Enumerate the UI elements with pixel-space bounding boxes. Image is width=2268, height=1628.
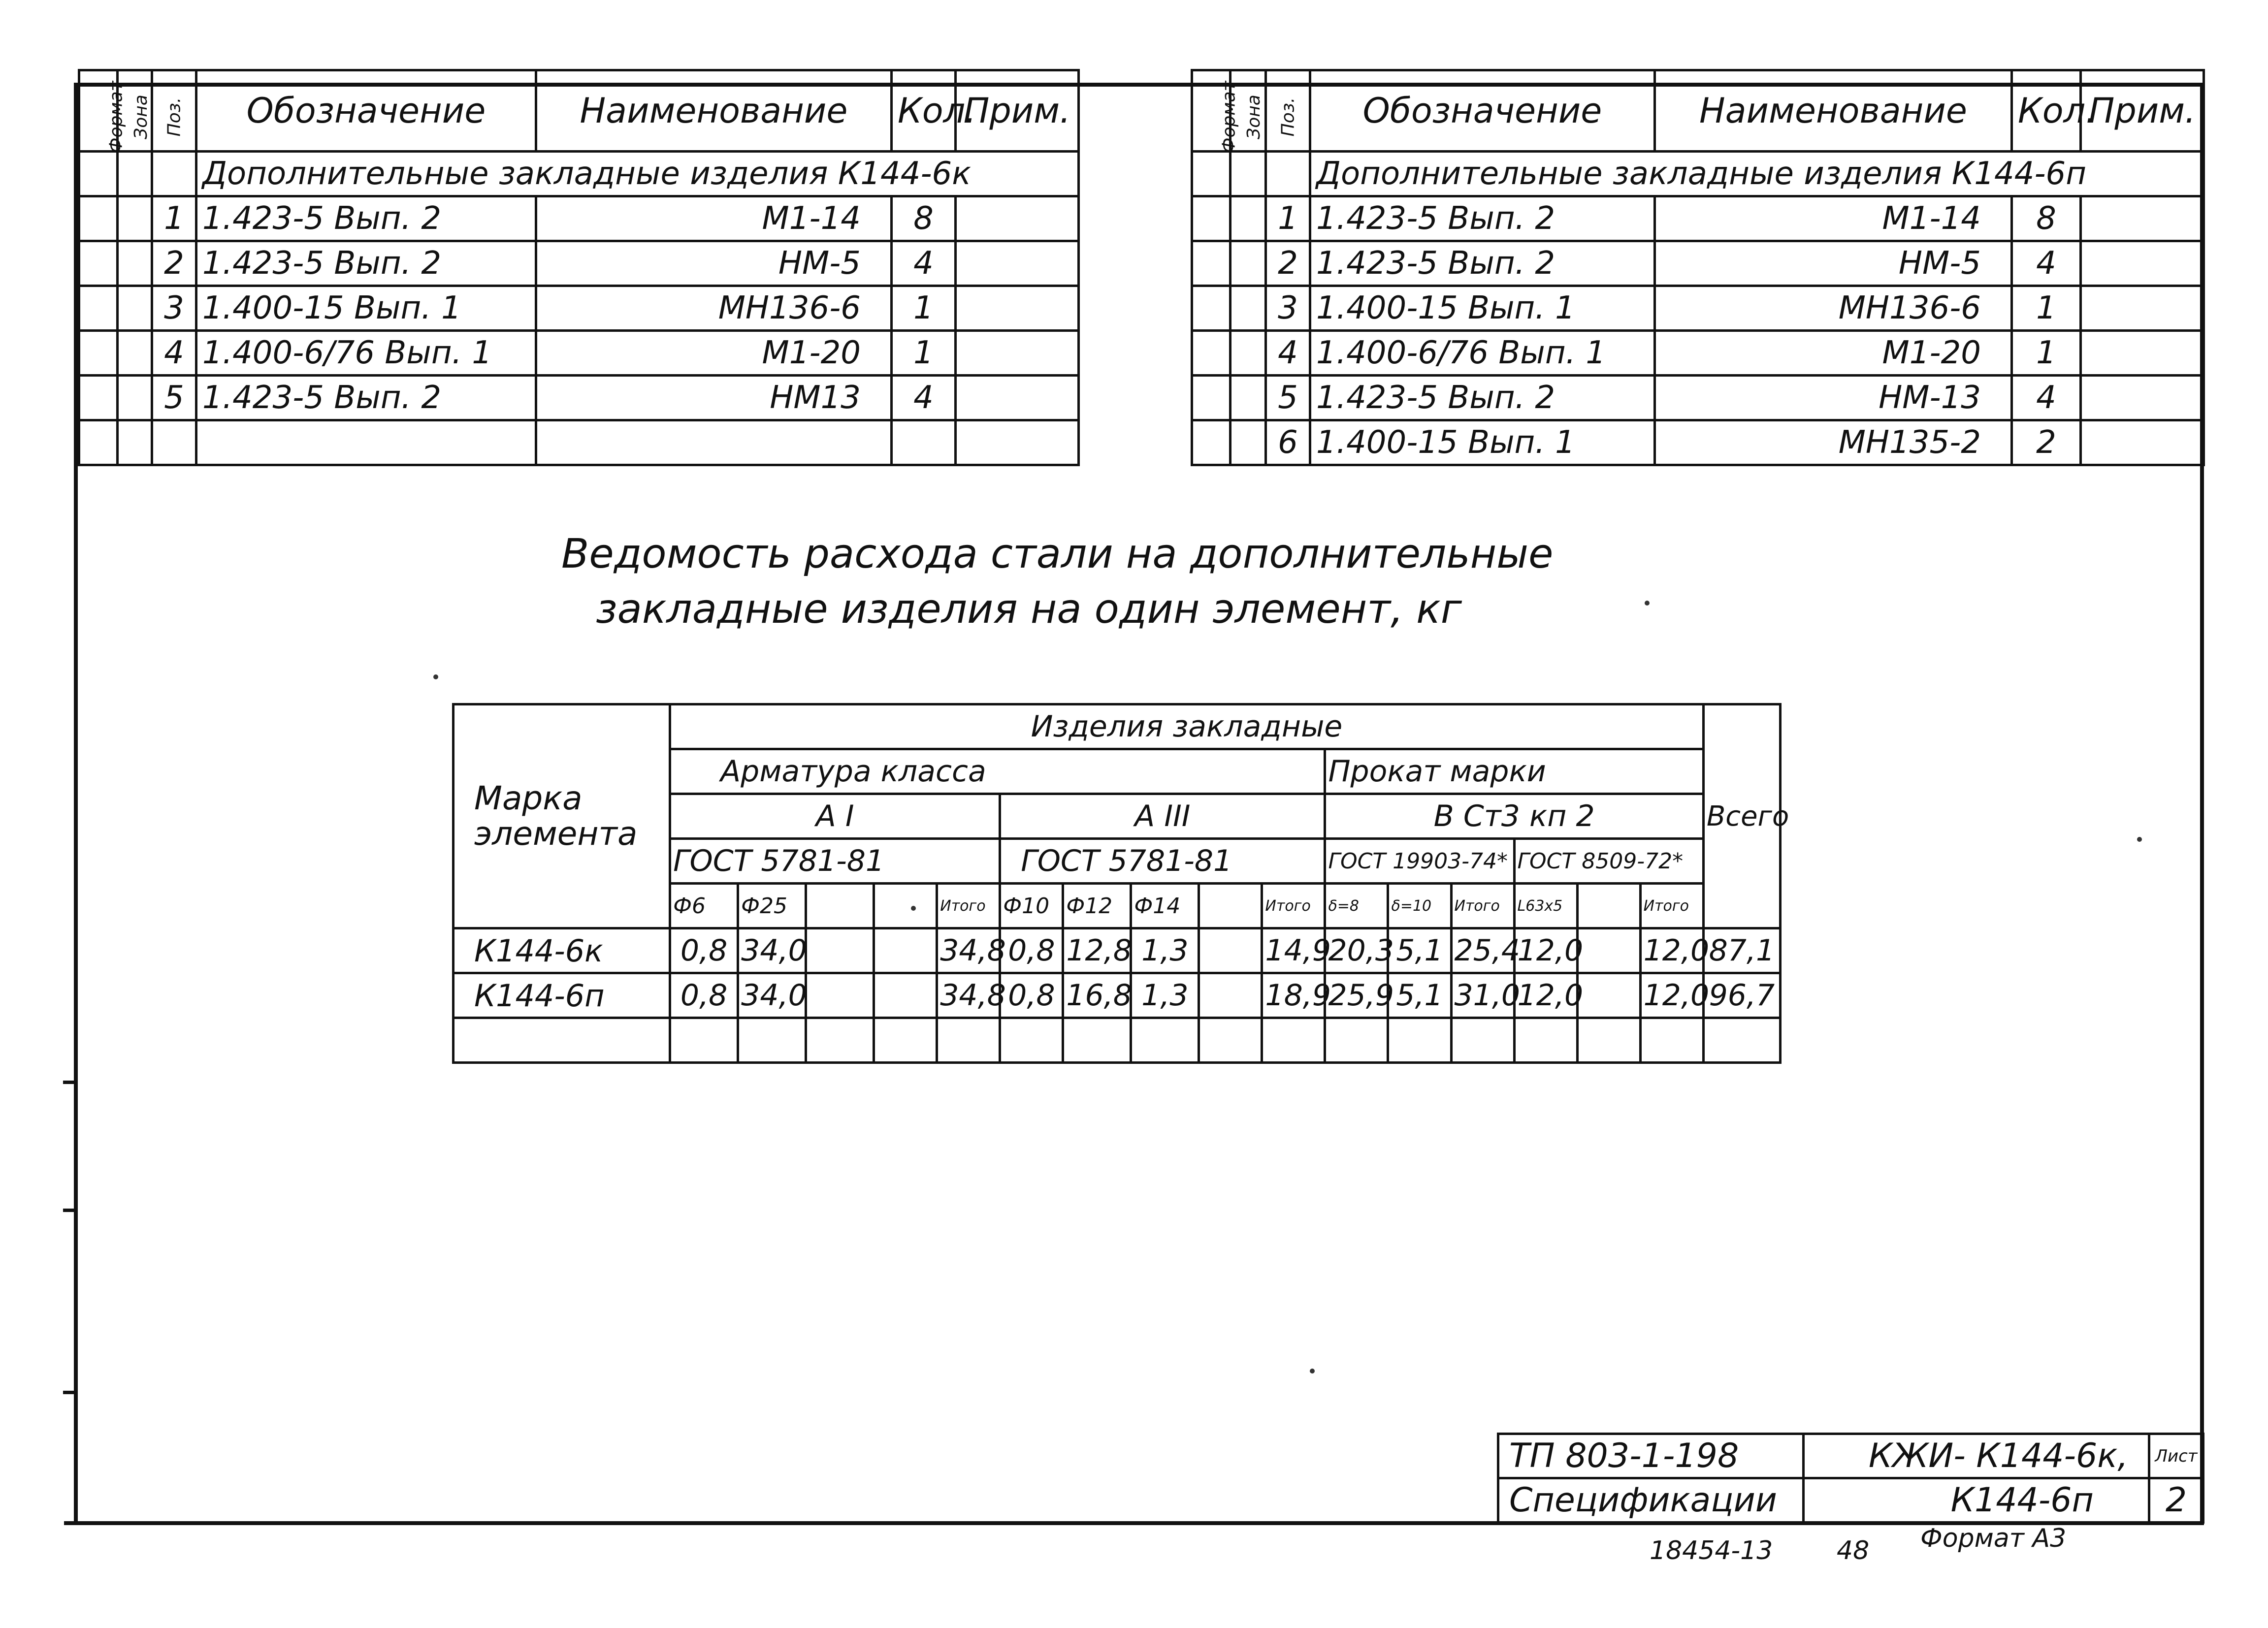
spec-row: 1 1.423-5 Вып. 2 М1-14 8: [1192, 196, 2204, 241]
project-code: ТП 803-1-198: [1498, 1434, 1804, 1478]
col-name-header: Наименование: [536, 70, 892, 152]
total-header: Всего: [1703, 704, 1780, 928]
sheet-label: Лист: [2149, 1434, 2203, 1478]
spec-row: 5 1.423-5 Вып. 2 НМ-13 4: [1192, 376, 2204, 420]
drawing-title: Спецификации: [1498, 1478, 1804, 1523]
spec-header-row: [1192, 70, 2204, 152]
spec-section-row: [79, 152, 1079, 196]
col-pos-header: Поз.: [1266, 70, 1310, 152]
header-row-products: [454, 704, 1781, 749]
binding-tick: [63, 1081, 78, 1084]
spec-row: 2 1.423-5 Вып. 2 НМ-5 4: [1192, 241, 2204, 286]
col-zone-header: Зона: [118, 70, 152, 152]
col-note-header: Прим.: [2081, 70, 2204, 152]
col-zone-header: Зона: [1231, 70, 1266, 152]
inventory-number: 18454-13: [1650, 1536, 1773, 1565]
statement-row-empty: [454, 1018, 1781, 1063]
gost-angle: ГОСТ 8509-72*: [1514, 839, 1703, 884]
gost-plate: ГОСТ 19903-74*: [1325, 839, 1514, 884]
spec-row: 5 1.423-5 Вып. 2 НМ13 4: [79, 376, 1079, 420]
spec-table-left: [78, 69, 1080, 466]
col-format-header: Формат: [79, 70, 118, 152]
spec-row: 2 1.423-5 Вып. 2 НМ-5 4: [79, 241, 1079, 286]
gost-ai: ГОСТ 5781-81: [670, 839, 1000, 884]
scan-speck: [433, 674, 438, 679]
spec-row: 4 1.400-6/76 Вып. 1 М1-20 1: [79, 331, 1079, 376]
statement-row: К144-6к 0,8 34,0 34,8 0,8 12,8 1,3 14,9 20,3 5,1 25,4 12,0 12,0 87,1: [454, 928, 1781, 973]
statement-title-line1: Ведомость расхода стали на дополнительные: [561, 531, 1554, 577]
spec-section-row: [1192, 152, 2204, 196]
drawing-designation-2: К144-6п: [1804, 1478, 2149, 1523]
frame-left-border: [74, 83, 78, 1525]
steel-grade-header: В Ст3 кп 2: [1325, 794, 1703, 839]
gost-aiii: ГОСТ 5781-81: [1000, 839, 1325, 884]
col-pos-header: Поз.: [152, 70, 196, 152]
steel-statement-table: [452, 703, 1789, 1064]
spec-header-row: [79, 70, 1079, 152]
col-name-header: Наименование: [1655, 70, 2012, 152]
col-format-header: Формат: [1192, 70, 1231, 152]
col-designation-header: Обозначение: [1310, 70, 1655, 152]
binding-tick: [63, 1391, 78, 1394]
spec-table-right: [1191, 69, 2205, 466]
title-block: [1497, 1433, 2204, 1524]
section-title: Дополнительные закладные изделия К144-6п: [1310, 152, 2204, 196]
header-row-sizes: Ф6 Ф25 Итого Ф10 Ф12 Ф14 Итого δ=8 δ=10 Итого L63x5 Итого: [454, 884, 1781, 928]
ai-header: А I: [670, 794, 1000, 839]
sheet-number: 2: [2149, 1478, 2203, 1523]
page-number: 48: [1837, 1536, 1870, 1565]
col-note-header: Прим.: [956, 70, 1079, 152]
drawing-designation: КЖИ- К144-6к,: [1804, 1434, 2149, 1478]
binding-tick: [63, 1209, 78, 1212]
col-qty-header: Кол.: [892, 70, 956, 152]
spec-row: 6 1.400-15 Вып. 1 МН135-2 2: [1192, 420, 2204, 465]
aiii-header: А III: [1000, 794, 1325, 839]
col-designation-header: Обозначение: [196, 70, 536, 152]
scan-speck: [1310, 1369, 1315, 1373]
scan-speck: [1645, 601, 1650, 606]
spec-row-empty: [79, 420, 1079, 465]
spec-row: 3 1.400-15 Вып. 1 МН136-6 1: [79, 286, 1079, 331]
statement-row: К144-6п 0,8 34,0 34,8 0,8 16,8 1,3 18,9 25,9 5,1 31,0 12,0 12,0 96,7: [454, 973, 1781, 1018]
statement-title: [561, 527, 1553, 637]
spec-row: 3 1.400-15 Вып. 1 МН136-6 1: [1192, 286, 2204, 331]
rebar-class-header: Арматура класса: [670, 749, 1325, 794]
element-mark-header: Марка элемента: [454, 704, 670, 928]
statement-title-line2: закладные изделия на один элемент, кг: [596, 586, 1462, 633]
col-qty-header: Кол.: [2012, 70, 2081, 152]
scan-speck: [911, 906, 916, 911]
rolled-grade-header: Прокат марки: [1325, 749, 1703, 794]
spec-row: 4 1.400-6/76 Вып. 1 М1-20 1: [1192, 331, 2204, 376]
scan-speck: [2137, 837, 2142, 842]
products-header: Изделия закладные: [670, 704, 1704, 749]
section-title: Дополнительные закладные изделия К144-6к: [196, 152, 1079, 196]
spec-row: 1 1.423-5 Вып. 2 М1-14 8: [79, 196, 1079, 241]
paper-format: Формат А3: [1920, 1524, 2067, 1553]
